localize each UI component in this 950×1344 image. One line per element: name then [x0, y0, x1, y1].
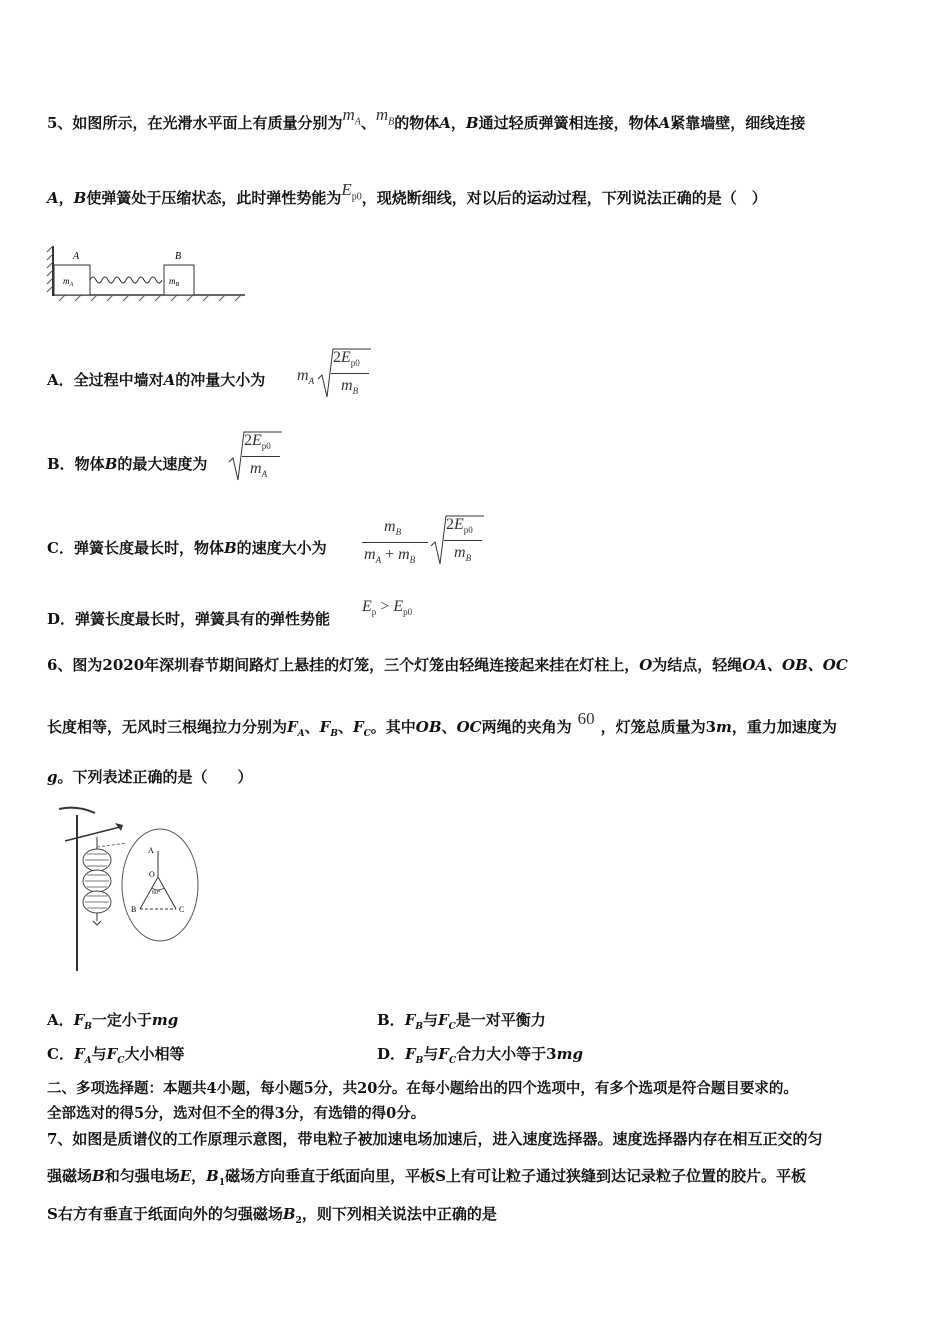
q7-line1: 7、如图是质谱仪的工作原理示意图，带电粒子被加速电场加速后，进入速度选择器。速度选择器内存在相互正交的匀	[47, 1130, 823, 1148]
fig-label-B: B	[175, 251, 182, 262]
q5-it: A	[658, 114, 671, 132]
q6-option-b[interactable]: B．$F_B$与$F_C$是一对平衡力	[377, 1011, 546, 1032]
fig-label-mB: $m_B$	[169, 276, 180, 288]
q5-sep: 、	[360, 114, 376, 132]
section2-heading: 二、多项选择题：本题共4小题，每小题5分，共20分。在每小题给出的四个选项中，有多个选项是符合题目要求的。	[47, 1080, 798, 1097]
q5-option-d-formula: $E_p > E_{p0}$	[362, 598, 413, 618]
fig-label-mA: $m_A$	[63, 276, 74, 288]
q6-option-d[interactable]: D．$F_B$与$F_C$合力大小等于3mg	[377, 1045, 583, 1066]
q5-it: B	[73, 189, 87, 207]
q5-text: ，	[58, 189, 74, 207]
q5-option-a[interactable]: A．全过程中墙对A的冲量大小为	[47, 371, 266, 389]
q5-it: A	[47, 189, 59, 207]
q7-line3: S右方有垂直于纸面向外的匀强磁场$B_2$，则下列相关说法中正确的是	[47, 1205, 497, 1226]
q5-text: 紧靠墙壁，细线连接	[670, 114, 806, 132]
mB-symbol: $m_B$	[375, 105, 395, 128]
q5-text: ，现烧断细线，对以后的运动过程，下列说法正确的是（ ）	[361, 189, 767, 207]
fig6-label-O: O	[149, 870, 155, 879]
q6-lantern-diagram	[55, 805, 215, 975]
q5-line2	[47, 180, 767, 215]
q6-line3: g。下列表述正确的是（ ）	[47, 768, 253, 786]
mA-symbol: $m_A$	[342, 105, 361, 128]
fig6-label-B: B	[131, 905, 137, 914]
fig6-label-A: A	[148, 846, 154, 855]
q6-option-c[interactable]: C．$F_A$与$F_C$大小相等	[47, 1045, 185, 1066]
angle-value: 60	[577, 709, 595, 728]
q6-line1: 6、图为2020年深圳春节期间路灯上悬挂的灯笼，三个灯笼由轻绳连接起来挂在灯柱上，O为结点，轻绳OA、OB、OC	[47, 656, 848, 674]
q5-text: 的物体	[394, 114, 440, 132]
fig-label-A: A	[73, 251, 80, 262]
q5-it: A	[439, 114, 451, 132]
q6-option-a[interactable]: A．$F_B$一定小于mg	[47, 1011, 179, 1032]
q5-spring-diagram	[45, 244, 255, 304]
q5-text: 使弹簧处于压缩状态，此时弹性势能为	[86, 189, 342, 207]
q6-line2: 长度相等，无风时三根绳拉力分别为$F_A$、$F_B$、$F_C$。其中OB、OC两绳的夹角为 60 ，灯笼总质量为3m，重力加速度为	[47, 709, 837, 739]
section2-rule: 全部选对的得5分，选对但不全的得3分，有选错的得0分。	[47, 1105, 426, 1122]
q5-it: B	[465, 114, 479, 132]
fig6-label-angle: 60°	[152, 890, 161, 896]
q5-text: ，	[450, 114, 466, 132]
q5-text: 5、如图所示，在光滑水平面上有质量分别为	[47, 114, 343, 132]
q5-line1	[47, 105, 806, 140]
q5-option-c[interactable]: C．弹簧长度最长时，物体B的速度大小为	[47, 539, 327, 557]
Ep0-symbol: $E_{p0}$	[341, 180, 362, 203]
q5-text: 通过轻质弹簧相连接，物体	[478, 114, 659, 132]
fig6-label-C: C	[179, 905, 185, 914]
q7-line2: 强磁场B和匀强电场E，$B_1$磁场方向垂直于纸面向里，平板S上有可让粒子通过狭缝到达记录粒子位置的胶片。平板	[47, 1167, 806, 1188]
q5-option-b[interactable]: B．物体B的最大速度为	[47, 455, 208, 473]
q5-option-d[interactable]: D．弹簧长度最长时，弹簧具有的弹性势能	[47, 610, 331, 628]
